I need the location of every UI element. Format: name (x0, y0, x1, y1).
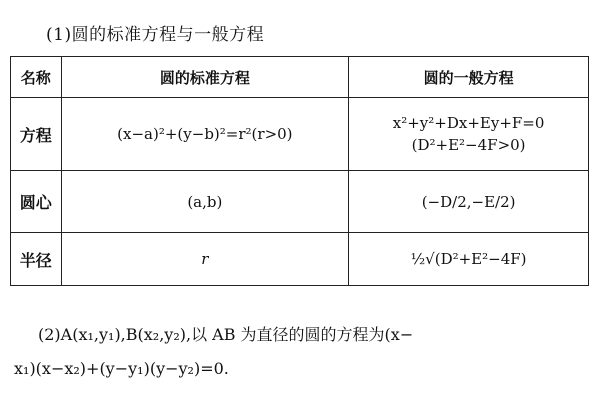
table-header-row (11, 57, 589, 98)
standard-center-value: (a,b) (187, 192, 223, 211)
circle-equation-table (10, 56, 589, 286)
table-row (11, 233, 589, 286)
row-label-radius: 半径 (11, 233, 62, 286)
section-heading: (1)圆的标准方程与一般方程 (46, 25, 265, 45)
general-equation-formula: x²+y²+Dx+Ey+F=0 (392, 114, 545, 132)
standard-center-cell (61, 171, 349, 233)
header-name: 名称 (11, 57, 62, 98)
note-line-1: (2)A(x₁,y₁),B(x₂,y₂),以 AB 为直径的圆的方程为(x− (38, 325, 414, 344)
standard-radius-value: r (201, 250, 209, 268)
standard-radius-cell (61, 233, 349, 286)
general-radius-value: ½√(D²+E²−4F) (410, 250, 527, 268)
general-equation-condition: (D²+E²−4F>0) (411, 136, 526, 154)
table-row (11, 171, 589, 233)
row-label-equation: 方程 (11, 98, 62, 171)
general-equation-cell (349, 98, 589, 171)
standard-equation-cell (61, 98, 349, 171)
standard-equation-formula: (x−a)²+(y−b)²=r²(r>0) (117, 125, 293, 143)
header-general-equation: 圆的一般方程 (349, 57, 589, 98)
general-radius-cell (349, 233, 589, 286)
header-standard-equation: 圆的标准方程 (61, 57, 349, 98)
general-center-cell (349, 171, 589, 233)
table-row (11, 98, 589, 171)
general-center-value: (−D/2,−E/2) (421, 192, 516, 211)
diameter-circle-note (14, 318, 594, 386)
note-line-2: x₁)(x−x₂)+(y−y₁)(y−y₂)=0. (14, 359, 229, 378)
row-label-center: 圆心 (11, 171, 62, 233)
